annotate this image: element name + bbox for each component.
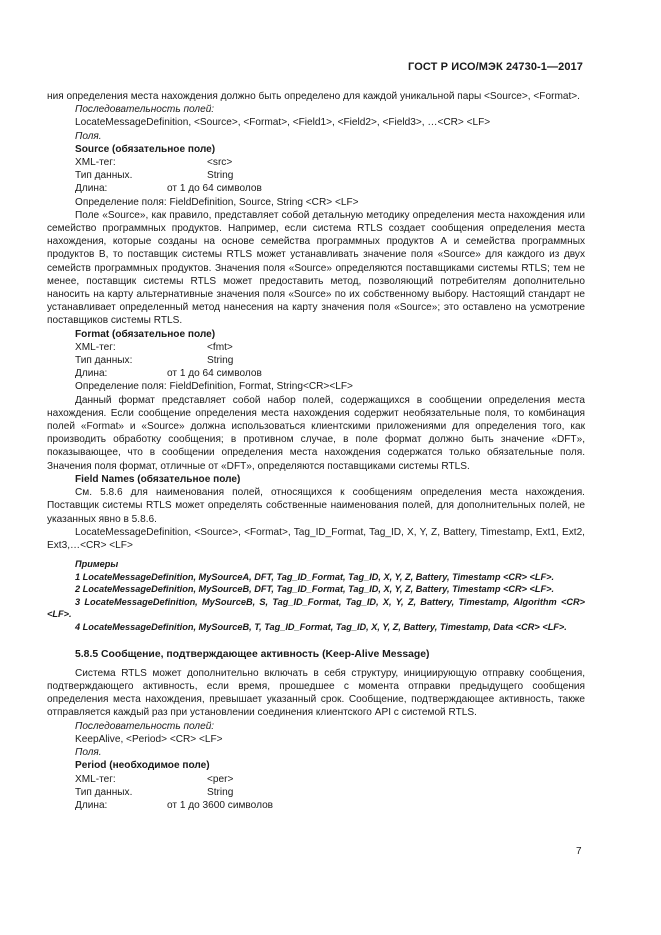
field-attr-key: Длина: [75, 368, 108, 380]
field-attr [47, 156, 585, 169]
field-attr-key: Тип данных: [75, 355, 133, 367]
field-attr-value: <fmt> [207, 341, 233, 353]
section-heading: 5.8.5 Сообщение, подтверждающее активность (Keep-Alive Message) [75, 648, 430, 660]
field-definition: Определение поля: FieldDefinition, Source, String <CR> <LF> [75, 196, 359, 208]
field-attr [47, 354, 585, 367]
field-sequence: KeepAlive, <Period> <CR> <LF> [75, 733, 223, 745]
field-attr [47, 786, 585, 799]
field-attr-key: Тип данных. [75, 786, 133, 798]
paragraph: ния определения места нахождения должно быть определено для каждой уникальной пары <Source>, <Format>. [47, 91, 580, 102]
label: Последовательность полей: [75, 104, 215, 116]
field-attr-value: <per> [207, 773, 234, 785]
examples-heading: Примеры [75, 559, 119, 570]
field-attr-value: String [207, 786, 234, 798]
field-attr-value: от 1 до 64 символов [167, 368, 262, 380]
field-heading: Source (обязательное поле) [75, 143, 216, 155]
label: Поля. [75, 747, 102, 759]
field-attr-key: Тип данных. [75, 170, 133, 182]
field-attr-key: XML-тег: [75, 157, 116, 169]
paragraph: Поле «Source», как правило, представляет собой детальную методику определения места нахождения или семейство программных продуктов. Например, если система RTLS создает сообщения определения места нахождения, которые созданы на основе семейства программных продуктов А и семейства программных продуктов В, то поставщик системы RTLS может устанавливать значение поля «Source» для каждого из двух семейств программных продуктов. Значения поля «Source» определяются поставщиками системы RTLS; тем не менее, поставщик системы RTLS может предоставить метод, позволяющий потребителям дополнительно наносить на карту альтернативные значения поля «Source» по их собственному выбору. Настоящий стандарт не устанавливает определенный метод нанесения на карту значения поля «Source»; это оставлено на усмотрение поставщиков системы RTLS. [47, 209, 585, 327]
field-attr-value: от 1 до 64 символов [167, 183, 262, 195]
field-sequence: LocateMessageDefinition, <Source>, <Format>, <Field1>, <Field2>, <Field3>, …<CR> <LF> [75, 117, 491, 129]
spacer [47, 634, 585, 648]
field-definition: Определение поля: FieldDefinition, Format, String<CR><LF> [75, 381, 353, 393]
paragraph: Данный формат представляет собой набор полей, содержащихся в сообщении определения места нахождения. Если сообщение определения места нахождения содержит необязательные поля, то комбинация полей «Format» и «Source» должна использоваться клиентскими приложениями для определения того, как производить обработку сообщения; в противном случае, в поле формат должно быть значение «DFT», показывающее, что в сообщении определения места нахождения содержатся только обязательные поля. Значения поля формат, отличные от «DFT», определяются поставщиками системы RTLS. [47, 394, 585, 472]
field-attr-key: Длина: [75, 183, 108, 195]
field-attr-key: XML-тег: [75, 341, 116, 353]
document-header: ГОСТ Р ИСО/МЭК 24730-1—2017 [408, 61, 583, 73]
label: Поля. [75, 130, 102, 142]
page-number: 7 [576, 846, 582, 857]
paragraph: LocateMessageDefinition, <Source>, <Format>, Tag_ID_Format, Tag_ID, X, Y, Z, Battery, Timestamp, Ext1, Ext2, Ext3,…<CR> <LF> [47, 526, 585, 551]
field-attr [47, 341, 585, 354]
field-heading: Field Names (обязательное поле) [75, 473, 241, 485]
field-attr-value: от 1 до 3600 символов [167, 799, 274, 811]
paragraph: См. 5.8.6 для наименования полей, относящихся к сообщениям определения места нахождения. Поставщик системы RTLS может определять собственные наименования полей, для дополнительных полей, не указанных явно в 5.8.6. [47, 487, 585, 525]
document-body [47, 90, 585, 812]
paragraph: Система RTLS может дополнительно включать в себя структуру, инициирующую отправку сообщения, подтверждающего активность, если время, прошедшее с момента отправки предыдущего сообщения определения места нахождения, превышает указанный срок. Сообщение, подтверждающее активность, также отправляется каждый раз при установлении соединения клиентского API с системой RTLS. [47, 667, 585, 719]
example: 4 LocateMessageDefinition, MySourceB, T, Tag_ID_Format, Tag_ID, X, Y, Z, Battery, Timestamp, Data <CR> <LF>. [75, 622, 567, 633]
field-attr-value: String [207, 355, 234, 367]
field-attr [47, 367, 585, 380]
label: Последовательность полей: [75, 720, 215, 732]
field-attr-key: XML-тег: [75, 773, 116, 785]
field-heading: Period (необходимое поле) [75, 760, 210, 772]
example: 1 LocateMessageDefinition, MySourceA, DFT, Tag_ID_Format, Tag_ID, X, Y, Z, Battery, Timestamp <CR> <LF>. [75, 571, 555, 582]
field-attr [47, 182, 585, 195]
field-attr-value: <src> [207, 157, 233, 169]
example: 3 LocateMessageDefinition, MySourceB, S, Tag_ID_Format, Tag_ID, X, Y, Z, Battery, Timestamp, Algorithm <CR> <LF>. [47, 596, 585, 620]
field-attr [47, 773, 585, 786]
field-attr [47, 169, 585, 182]
field-attr [47, 799, 585, 812]
field-attr-value: String [207, 170, 234, 182]
field-attr-key: Длина: [75, 799, 108, 811]
field-heading: Format (обязательное поле) [75, 328, 216, 340]
example: 2 LocateMessageDefinition, MySourceB, DFT, Tag_ID_Format, Tag_ID, X, Y, Z, Battery, Timestamp <CR> <LF>. [75, 584, 555, 595]
